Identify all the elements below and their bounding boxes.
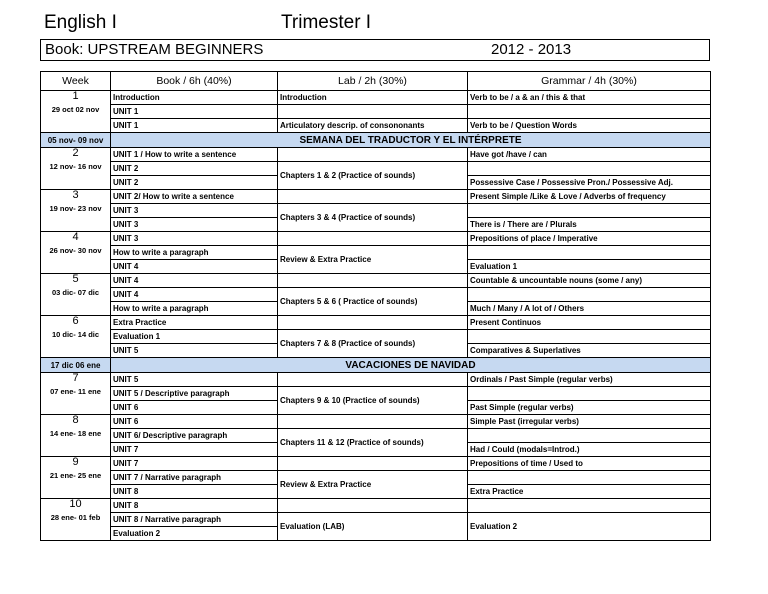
- book-cell: Evaluation 1: [111, 330, 278, 344]
- special-week-label: SEMANA DEL TRADUCTOR Y EL INTÉRPRETE: [111, 133, 711, 148]
- grammar-cell: [468, 330, 711, 344]
- week-number: 10: [69, 498, 82, 510]
- book-cell: UNIT 2/ How to write a sentence: [111, 190, 278, 204]
- table-row: [41, 387, 711, 401]
- lab-cell: [278, 316, 468, 330]
- lab-cell: [278, 190, 468, 204]
- table-row: [41, 91, 711, 105]
- lab-cell: [278, 499, 468, 513]
- grammar-cell: Present Simple /Like & Love / Adverbs of frequency: [468, 190, 711, 204]
- grammar-cell: Much / Many / A lot of / Others: [468, 302, 711, 316]
- week-number: 2: [72, 147, 79, 159]
- book-column-header: Book / 6h (40%): [111, 72, 278, 91]
- table-row: [41, 274, 711, 288]
- book-cell: UNIT 4: [111, 274, 278, 288]
- grammar-cell: Comparatives & Superlatives: [468, 344, 711, 358]
- lab-cell: [278, 373, 468, 387]
- table-row: [41, 429, 711, 443]
- book-cell: Introduction: [111, 91, 278, 105]
- week-column-header: Week: [41, 72, 111, 91]
- special-week-row: [41, 358, 711, 373]
- lab-cell: Chapters 7 & 8 (Practice of sounds): [278, 330, 468, 358]
- grammar-cell: [468, 288, 711, 302]
- book-cell: Extra Practice: [111, 316, 278, 330]
- week-cell: [41, 274, 111, 316]
- table-row: [41, 499, 711, 513]
- grammar-cell: Prepositions of time / Used to: [468, 457, 711, 471]
- grammar-cell: [468, 499, 711, 513]
- book-info-box: [40, 39, 710, 61]
- table-row: [41, 232, 711, 246]
- week-cell: [41, 91, 111, 133]
- table-row: [41, 148, 711, 162]
- book-label: Book: UPSTREAM BEGINNERS: [45, 41, 264, 58]
- grammar-cell: [468, 429, 711, 443]
- book-cell: UNIT 4: [111, 260, 278, 274]
- grammar-cell: Evaluation 1: [468, 260, 711, 274]
- table-row: [41, 471, 711, 485]
- week-cell: [41, 190, 111, 232]
- lab-cell: Chapters 11 & 12 (Practice of sounds): [278, 429, 468, 457]
- week-number: 4: [72, 231, 79, 243]
- book-cell: UNIT 6/ Descriptive paragraph: [111, 429, 278, 443]
- week-dates: 21 ene- 25 ene: [49, 471, 102, 480]
- school-year: 2012 - 2013: [491, 41, 572, 58]
- grammar-cell: Possessive Case / Possessive Pron./ Possessive Adj.: [468, 176, 711, 190]
- week-cell: [41, 373, 111, 415]
- table-row: [41, 513, 711, 527]
- table-row: [41, 119, 711, 133]
- grammar-cell: [468, 246, 711, 260]
- week-dates: 12 nov- 16 nov: [49, 162, 102, 171]
- lab-cell: Chapters 9 & 10 (Practice of sounds): [278, 387, 468, 415]
- lab-cell: Chapters 5 & 6 ( Practice of sounds): [278, 288, 468, 316]
- week-dates: 26 nov- 30 nov: [49, 246, 102, 255]
- table-row: [41, 105, 711, 119]
- term-title: Trimester I: [281, 12, 372, 33]
- book-cell: UNIT 1: [111, 119, 278, 133]
- book-cell: UNIT 6: [111, 401, 278, 415]
- lab-cell: [278, 415, 468, 429]
- week-cell: [41, 457, 111, 499]
- book-cell: UNIT 3: [111, 232, 278, 246]
- week-cell: [41, 415, 111, 457]
- table-row: [41, 316, 711, 330]
- grammar-cell: [468, 387, 711, 401]
- schedule-body: [41, 91, 711, 541]
- grammar-column-header: Grammar / 4h (30%): [468, 72, 711, 91]
- lab-cell: Chapters 1 & 2 (Practice of sounds): [278, 162, 468, 190]
- lab-cell: Review & Extra Practice: [278, 471, 468, 499]
- grammar-cell: Have got /have / can: [468, 148, 711, 162]
- schedule-table: [40, 71, 711, 541]
- grammar-cell: There is / There are / Plurals: [468, 218, 711, 232]
- grammar-cell: Past Simple (regular verbs): [468, 401, 711, 415]
- book-cell: UNIT 7: [111, 457, 278, 471]
- week-dates: 28 ene- 01 feb: [50, 513, 101, 522]
- table-row: [41, 288, 711, 302]
- book-cell: UNIT 1 / How to write a sentence: [111, 148, 278, 162]
- table-row: [41, 246, 711, 260]
- grammar-cell: [468, 204, 711, 218]
- lab-cell: Evaluation (LAB): [278, 513, 468, 541]
- book-cell: UNIT 5 / Descriptive paragraph: [111, 387, 278, 401]
- book-cell: UNIT 6: [111, 415, 278, 429]
- lab-cell: [278, 457, 468, 471]
- table-row: [41, 415, 711, 429]
- special-week-dates: 05 nov- 09 nov: [41, 133, 111, 148]
- grammar-cell: Evaluation 2: [468, 513, 711, 541]
- lab-cell: Review & Extra Practice: [278, 246, 468, 274]
- table-row: [41, 330, 711, 344]
- book-cell: How to write a paragraph: [111, 246, 278, 260]
- table-header-row: [41, 72, 711, 91]
- week-dates: 03 dic- 07 dic: [51, 288, 100, 297]
- week-dates: 10 dic- 14 dic: [51, 330, 100, 339]
- lab-cell: Articulatory descrip. of consononants: [278, 119, 468, 133]
- table-row: [41, 457, 711, 471]
- table-row: [41, 373, 711, 387]
- lab-cell: [278, 105, 468, 119]
- week-dates: 14 ene- 18 ene: [49, 429, 102, 438]
- grammar-cell: Verb to be / Question Words: [468, 119, 711, 133]
- grammar-cell: Prepositions of place / Imperative: [468, 232, 711, 246]
- week-number: 8: [72, 414, 79, 426]
- lab-cell: Chapters 3 & 4 (Practice of sounds): [278, 204, 468, 232]
- week-cell: [41, 148, 111, 190]
- book-cell: UNIT 5: [111, 373, 278, 387]
- week-cell: [41, 316, 111, 358]
- special-week-row: [41, 133, 711, 148]
- grammar-cell: [468, 162, 711, 176]
- table-row: [41, 204, 711, 218]
- grammar-cell: [468, 105, 711, 119]
- grammar-cell: Simple Past (irregular verbs): [468, 415, 711, 429]
- week-number: 6: [72, 315, 79, 327]
- week-number: 7: [72, 372, 79, 384]
- week-dates: 29 oct 02 nov: [51, 105, 100, 114]
- week-cell: [41, 232, 111, 274]
- special-week-label: VACACIONES DE NAVIDAD: [111, 358, 711, 373]
- grammar-cell: Present Continuos: [468, 316, 711, 330]
- subject-title: English I: [44, 12, 117, 33]
- week-number: 1: [72, 90, 79, 102]
- lab-cell: Introduction: [278, 91, 468, 105]
- grammar-cell: Ordinals / Past Simple (regular verbs): [468, 373, 711, 387]
- week-number: 9: [72, 456, 79, 468]
- table-row: [41, 190, 711, 204]
- lab-cell: [278, 274, 468, 288]
- book-cell: UNIT 2: [111, 176, 278, 190]
- week-dates: 19 nov- 23 nov: [49, 204, 102, 213]
- book-cell: UNIT 7 / Narrative paragraph: [111, 471, 278, 485]
- book-cell: How to write a paragraph: [111, 302, 278, 316]
- lab-cell: [278, 232, 468, 246]
- book-cell: UNIT 2: [111, 162, 278, 176]
- book-cell: UNIT 8: [111, 485, 278, 499]
- week-number: 5: [72, 273, 79, 285]
- grammar-cell: Had / Could (modals=Introd.): [468, 443, 711, 457]
- book-cell: UNIT 4: [111, 288, 278, 302]
- week-number: 3: [72, 189, 79, 201]
- book-cell: UNIT 3: [111, 218, 278, 232]
- book-cell: UNIT 8: [111, 499, 278, 513]
- grammar-cell: Extra Practice: [468, 485, 711, 499]
- book-cell: Evaluation 2: [111, 527, 278, 541]
- book-cell: UNIT 7: [111, 443, 278, 457]
- lab-column-header: Lab / 2h (30%): [278, 72, 468, 91]
- lab-cell: [278, 148, 468, 162]
- book-cell: UNIT 5: [111, 344, 278, 358]
- book-cell: UNIT 3: [111, 204, 278, 218]
- table-row: [41, 162, 711, 176]
- grammar-cell: [468, 471, 711, 485]
- grammar-cell: Verb to be / a & an / this & that: [468, 91, 711, 105]
- week-dates: 07 ene- 11 ene: [50, 387, 101, 396]
- special-week-dates: 17 dic 06 ene: [41, 358, 111, 373]
- week-cell: [41, 499, 111, 541]
- book-cell: UNIT 1: [111, 105, 278, 119]
- book-cell: UNIT 8 / Narrative paragraph: [111, 513, 278, 527]
- grammar-cell: Countable & uncountable nouns (some / any): [468, 274, 711, 288]
